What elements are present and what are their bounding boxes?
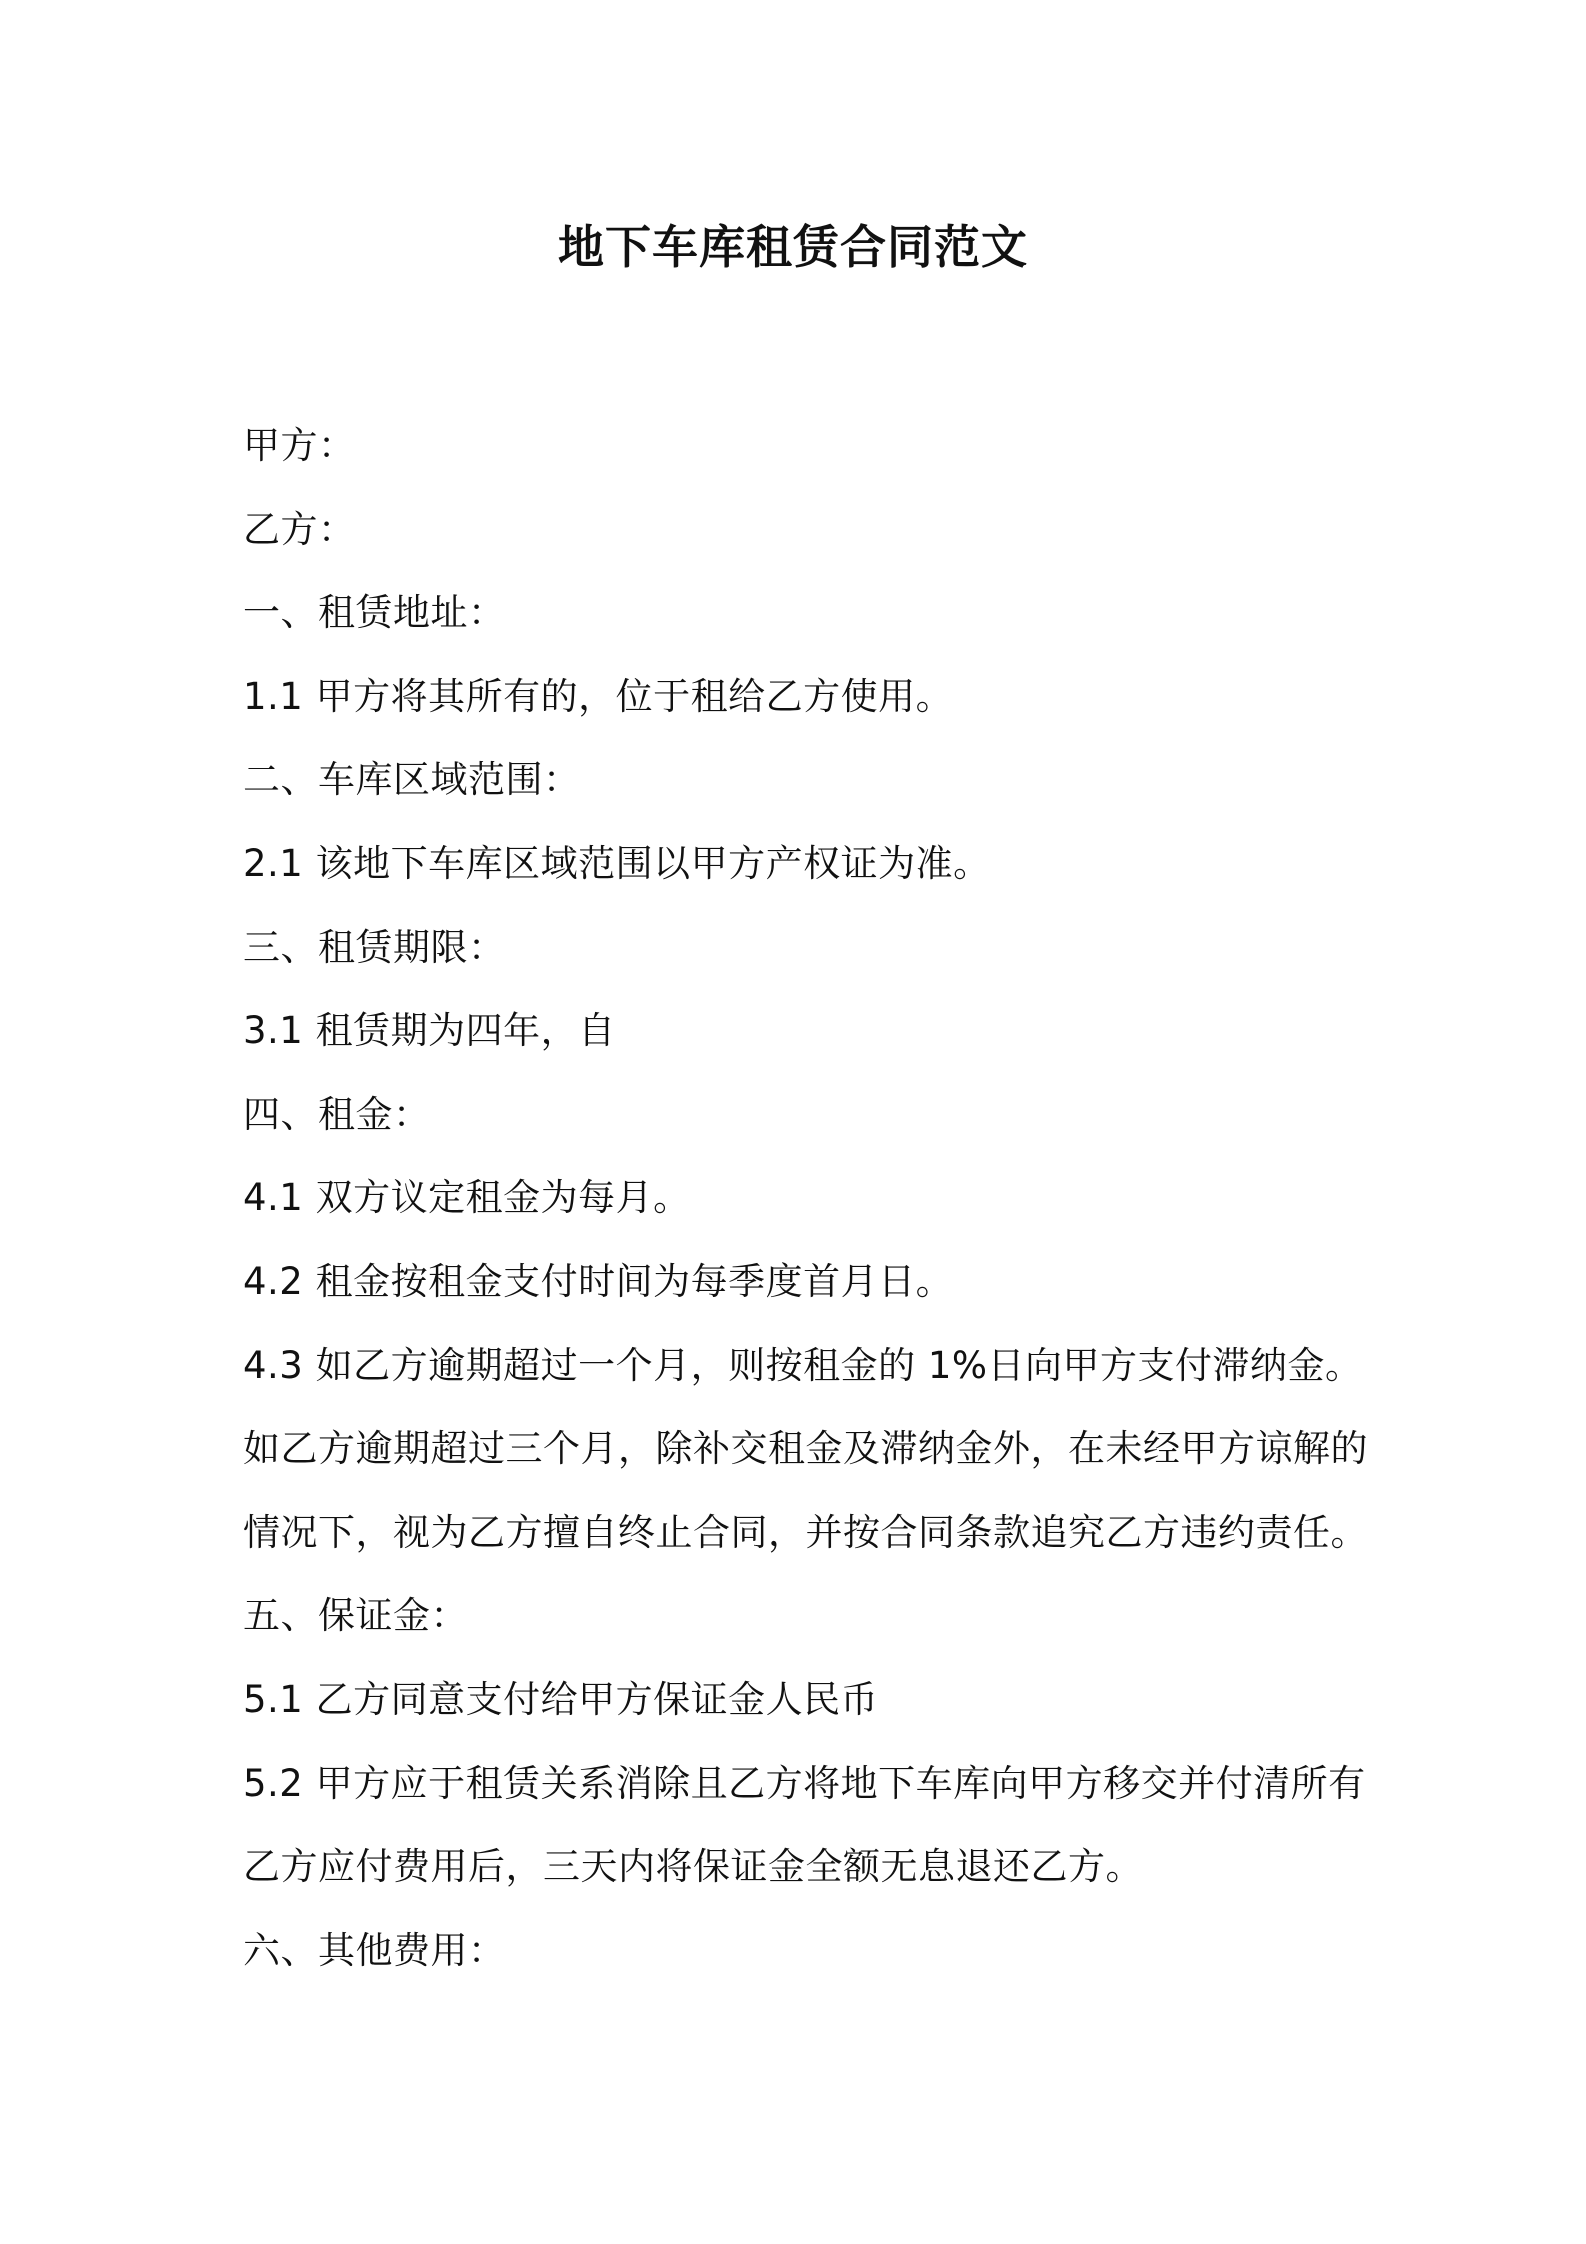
clause-3-1: 3.1 租赁期为四年，自 [243,1009,616,1053]
clause-5-2-continued: 乙方应付费用后，三天内将保证金全额无息退还乙方。 [243,1845,1143,1889]
party-a-line: 甲方： [243,424,356,467]
clause-5-1: 5.1 乙方同意支付给甲方保证金人民币 [243,1677,879,1721]
section-heading-term: 三、租赁期限： [243,925,506,969]
clause-1-1: 1.1 甲方将其所有的，位于租给乙方使用。 [243,674,954,718]
clause-4-3-continued-1: 如乙方逾期超过三个月，除补交租金及滞纳金外，在未经甲方谅解的 [243,1427,1368,1471]
party-b-line: 乙方： [243,507,356,551]
document-title: 地下车库租赁合同范文 [558,220,1028,274]
section-heading-address: 一、租赁地址： [243,591,506,635]
clause-2-1: 2.1 该地下车库区域范围以甲方产权证为准。 [243,841,991,885]
document-body [243,404,1368,1992]
clause-4-3-continued-2: 情况下，视为乙方擅自终止合同，并按合同条款追究乙方违约责任。 [243,1510,1368,1554]
section-heading-other-fees: 六、其他费用： [243,1928,506,1972]
section-heading-rent: 四、租金： [243,1092,431,1136]
section-heading-deposit: 五、保证金： [243,1594,468,1638]
clause-5-2: 5.2 甲方应于租赁关系消除且乙方将地下车库向甲方移交并付清所有 [243,1761,1366,1805]
clause-4-2: 4.2 租金按租金支付时间为每季度首月日。 [243,1259,954,1303]
clause-4-1: 4.1 双方议定租金为每月。 [243,1176,691,1220]
section-heading-area: 二、车库区域范围： [243,758,581,802]
clause-4-3: 4.3 如乙方逾期超过一个月，则按租金的 1%日向甲方支付滞纳金。 [243,1343,1363,1387]
